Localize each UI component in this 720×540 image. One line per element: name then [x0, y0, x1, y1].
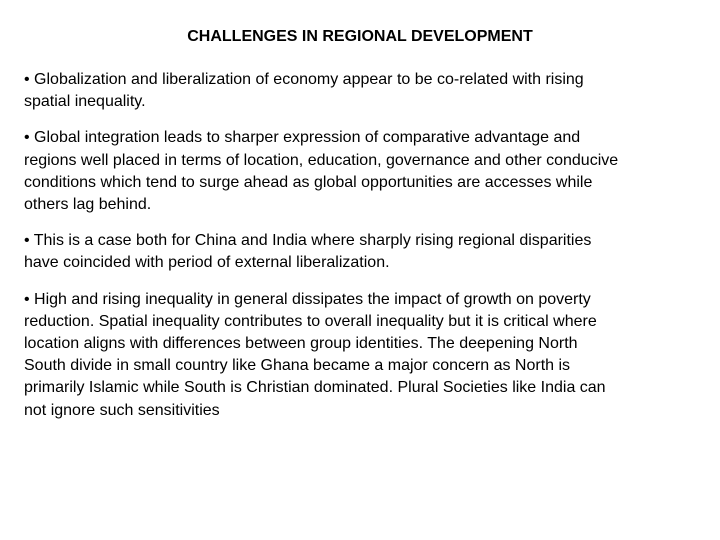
slide-body: [24, 69, 714, 436]
bullet-paragraph-china-india: • This is a case both for China and India where sharply rising regional disparities have coincided with period of external liberalization.: [24, 232, 592, 272]
bullet-paragraph-inequality: • High and rising inequality in general dissipates the impact of growth on poverty reduction. Spatial inequality contributes to overall inequality but it is critical where location aligns with differences between group identities. The deepening North South divide in small country like Ghana became a major concern as North is primarily Islamic while South is Christian dominated. Plural Societies like India can not ignore such sensitivities: [24, 290, 606, 419]
bullet-paragraph-globalization: • Globalization and liberalization of economy appear to be co-related with rising spatial inequality.: [24, 71, 584, 111]
bullet-paragraph-global-integration: • Global integration leads to sharper expression of comparative advantage and regions well placed in terms of location, education, governance and other conducive conditions which tend to surge ahead as global opportunities are accesses while others lag behind.: [24, 129, 619, 214]
slide-title: CHALLENGES IN REGIONAL DEVELOPMENT: [187, 28, 533, 45]
